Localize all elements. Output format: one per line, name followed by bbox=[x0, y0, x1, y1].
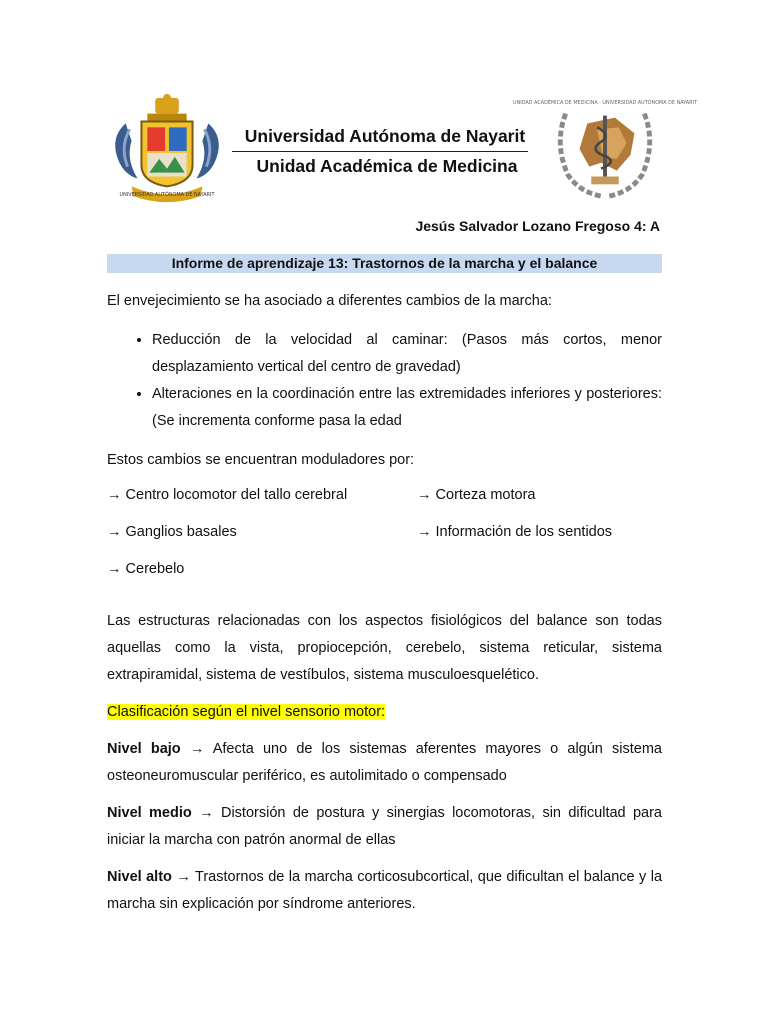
document-body bbox=[107, 288, 662, 918]
report-title: Informe de aprendizaje 13: Trastornos de la marcha y el balance bbox=[107, 254, 662, 273]
structures-paragraph: Las estructuras relacionadas con los aspectos fisiológicos del balance son todas aquellas como la vista, propiocepción, cerebelo, sistema reticular, sistema extrapiramidal, sistema de vestíbulos, sistema musculoesquelético. bbox=[107, 613, 662, 683]
modulators-grid bbox=[107, 482, 662, 608]
level-label: Nivel medio bbox=[107, 805, 192, 821]
modulator-label: Ganglios basales bbox=[125, 524, 237, 540]
modulator-item bbox=[107, 556, 184, 583]
modulator-label: Cerebelo bbox=[125, 561, 185, 577]
arrow-icon: → bbox=[176, 869, 191, 885]
level-low bbox=[107, 736, 662, 790]
level-description: Afecta uno de los sistemas aferentes mayores o algún sistema osteoneuromuscular periférico, es autolimitado o compensado bbox=[107, 741, 662, 784]
list-item: • Alteraciones en la coordinación entre las extremidades inferiores y posteriores: (Se incrementa conforme pasa la edad bbox=[152, 381, 662, 435]
modulator-item bbox=[417, 519, 612, 546]
crest-ribbon-text: UNIVERSIDAD AUTÓNOMA DE NAYARIT bbox=[119, 192, 215, 199]
modulators-intro: Estos cambios se encuentran moduladores por: bbox=[107, 452, 415, 468]
highlighted-text: Clasificación según el nivel sensorio motor: bbox=[107, 704, 386, 720]
list-item: • Reducción de la velocidad al caminar: (Pasos más cortos, menor desplazamiento vertical del centro de gravedad) bbox=[152, 327, 662, 381]
arrow-icon: → bbox=[107, 561, 122, 577]
modulator-item bbox=[417, 482, 535, 509]
changes-list bbox=[107, 327, 662, 435]
classification-heading bbox=[107, 699, 662, 726]
arrow-icon: → bbox=[199, 805, 214, 821]
modulator-label: Corteza motora bbox=[435, 487, 536, 503]
arrow-icon: → bbox=[107, 487, 122, 503]
modulator-item bbox=[107, 519, 237, 546]
level-medium bbox=[107, 800, 662, 854]
arrow-icon: → bbox=[189, 741, 205, 757]
seal-ring-text: UNIDAD ACADÉMICA DE MEDICINA · UNIVERSIDAD AUTÓNOMA DE NAYARIT bbox=[513, 99, 697, 106]
arrow-icon: → bbox=[417, 524, 432, 540]
header-divider bbox=[232, 151, 528, 152]
arrow-icon: → bbox=[107, 524, 122, 540]
academic-unit-name: Unidad Académica de Medicina bbox=[256, 156, 518, 176]
level-description: Trastornos de la marcha corticosubcortical, que dificultan el balance y la marcha sin explicación por síndrome anteriores. bbox=[107, 869, 663, 912]
modulator-label: Información de los sentidos bbox=[435, 524, 613, 540]
institution-header bbox=[232, 126, 528, 177]
modulator-item bbox=[107, 482, 347, 509]
modulator-label: Centro locomotor del tallo cerebral bbox=[125, 487, 348, 503]
level-label: Nivel bajo bbox=[107, 741, 181, 757]
medicine-unit-seal-logo bbox=[513, 94, 697, 202]
intro-paragraph: El envejecimiento se ha asociado a diferentes cambios de la marcha: bbox=[107, 293, 552, 309]
level-high bbox=[107, 864, 662, 918]
level-label: Nivel alto bbox=[107, 869, 172, 885]
author-line: Jesús Salvador Lozano Fregoso 4: A bbox=[415, 218, 660, 234]
level-description: Distorsión de postura y sinergias locomotoras, sin dificultad para iniciar la marcha con patrón anormal de ellas bbox=[107, 805, 662, 848]
university-name: Universidad Autónoma de Nayarit bbox=[244, 126, 526, 146]
arrow-icon: → bbox=[417, 487, 432, 503]
university-crest-logo bbox=[108, 90, 226, 208]
